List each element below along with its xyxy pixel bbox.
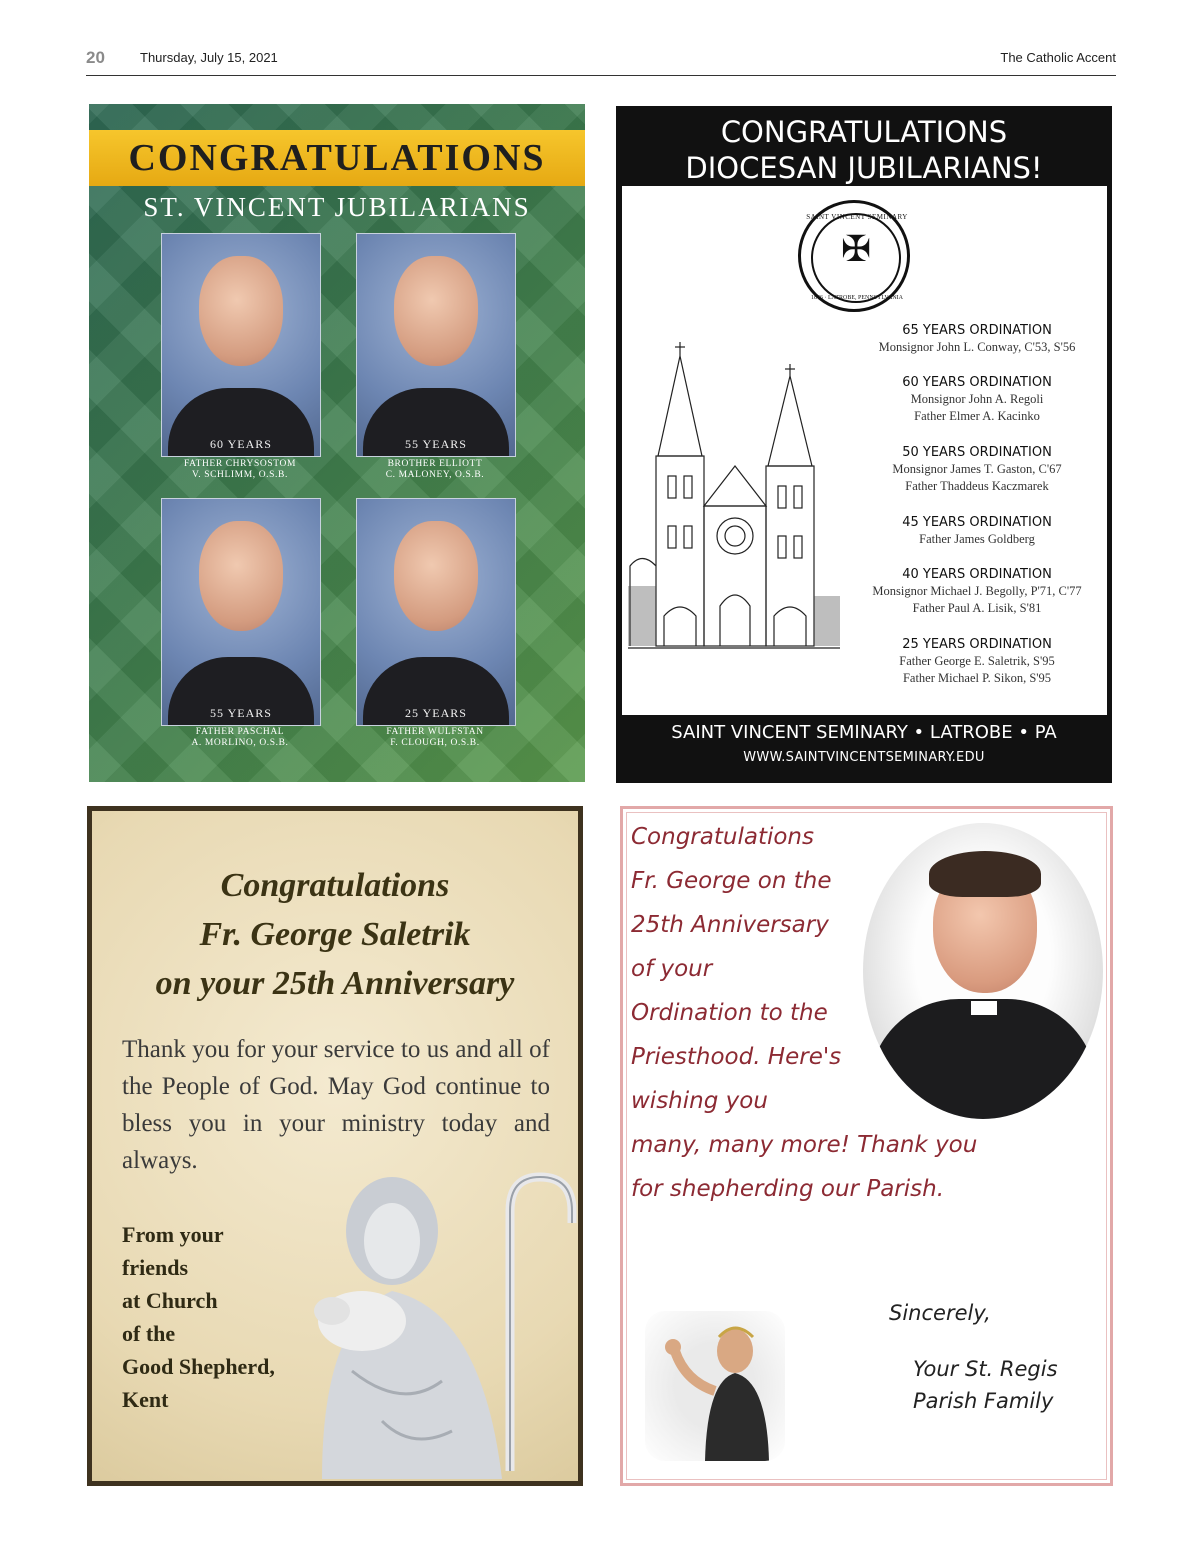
portrait-photo xyxy=(356,498,516,726)
diocesan-jubilarians-ad xyxy=(616,106,1112,783)
jubilee-years: 55 YEARS xyxy=(210,706,272,720)
portrait-photo xyxy=(356,233,516,457)
ad-title: CONGRATULATIONS DIOCESAN JUBILARIANS! xyxy=(685,115,1043,185)
publication-date: Thursday, July 15, 2021 xyxy=(140,50,278,65)
page-number: 20 xyxy=(86,48,105,67)
cross-icon: ✠ xyxy=(841,228,872,269)
signature: Your St. Regis Parish Family xyxy=(913,1357,1058,1413)
jubilarian-name: FATHER WULFSTAN F. CLOUGH, O.S.B. xyxy=(386,727,484,748)
title-band xyxy=(89,130,585,186)
ordination-group-65: 65 YEARS ORDINATION Monsignor John L. Conway, C'53, S'56 xyxy=(878,323,1076,354)
basilica-illustration xyxy=(628,336,840,666)
saint-figure-image xyxy=(645,1311,785,1461)
closing-salutation: Sincerely, xyxy=(889,1301,991,1325)
jubilarian-name: BROTHER ELLIOTT C. MALONEY, O.S.B. xyxy=(385,459,485,480)
st-vincent-jubilarians-ad xyxy=(89,104,585,782)
ordination-group-45: 45 YEARS ORDINATION Father James Goldberg xyxy=(902,515,1052,546)
seal-text: SAINT VINCENT SEMINARY xyxy=(806,213,908,221)
good-shepherd-statue-image xyxy=(292,1171,582,1479)
ad-body-text: Thank you for your service to us and all of the People of God. May God continue to bless you in your ministry today and always. xyxy=(122,1036,550,1174)
seminary-name: SAINT VINCENT SEMINARY • LATROBE • PA xyxy=(671,722,1057,743)
jubilarian-name: FATHER CHRYSOSTOM V. SCHLIMM, O.S.B. xyxy=(183,459,296,480)
ad-signoff: From your friends at Church of the Good Shepherd, Kent xyxy=(122,1222,275,1412)
ordination-group-60: 60 YEARS ORDINATION Monsignor John A. Regoli Father Elmer A. Kacinko xyxy=(902,375,1052,423)
jubilarian-name: FATHER PASCHAL A. MORLINO, O.S.B. xyxy=(191,727,289,748)
ad-title: CONGRATULATIONS xyxy=(128,137,546,179)
jubilee-years: 55 YEARS xyxy=(405,437,467,451)
portrait-photo xyxy=(161,233,321,457)
jubilee-years: 60 YEARS xyxy=(210,437,272,451)
st-regis-ad xyxy=(620,806,1113,1486)
ad-subtitle: ST. VINCENT JUBILARIANS xyxy=(143,192,531,222)
seminary-website-link[interactable]: WWW.SAINTVINCENTSEMINARY.EDU xyxy=(743,750,985,765)
seminary-seal-logo xyxy=(798,200,910,312)
portrait-photo xyxy=(161,498,321,726)
ordination-group-50: 50 YEARS ORDINATION Monsignor James T. Gaston, C'67 Father Thaddeus Kaczmarek xyxy=(892,445,1062,493)
jubilee-years: 25 YEARS xyxy=(405,706,467,720)
seal-text: 1846 · LATROBE, PENNSYLVANIA xyxy=(810,295,903,301)
ad-headline: Congratulations Fr. George Saletrik on your 25th Anniversary xyxy=(155,867,515,1002)
ordination-group-25: 25 YEARS ORDINATION Father George E. Saletrik, S'95 Father Michael P. Sikon, S'95 xyxy=(899,637,1055,685)
ad-content-panel xyxy=(622,186,1107,715)
ordination-group-40: 40 YEARS ORDINATION Monsignor Michael J. Begolly, P'71, C'77 Father Paul A. Lisik, S'81 xyxy=(872,567,1082,615)
publication-name: The Catholic Accent xyxy=(1000,50,1116,65)
good-shepherd-ad xyxy=(87,806,583,1486)
header-rule xyxy=(86,75,1116,76)
congratulations-message: Congratulations Fr. George on the 25th Anniversary of your Ordination to the Priesthood. Here's wishing you many, many more! Thank you for shepherding our Parish. xyxy=(631,824,978,1202)
